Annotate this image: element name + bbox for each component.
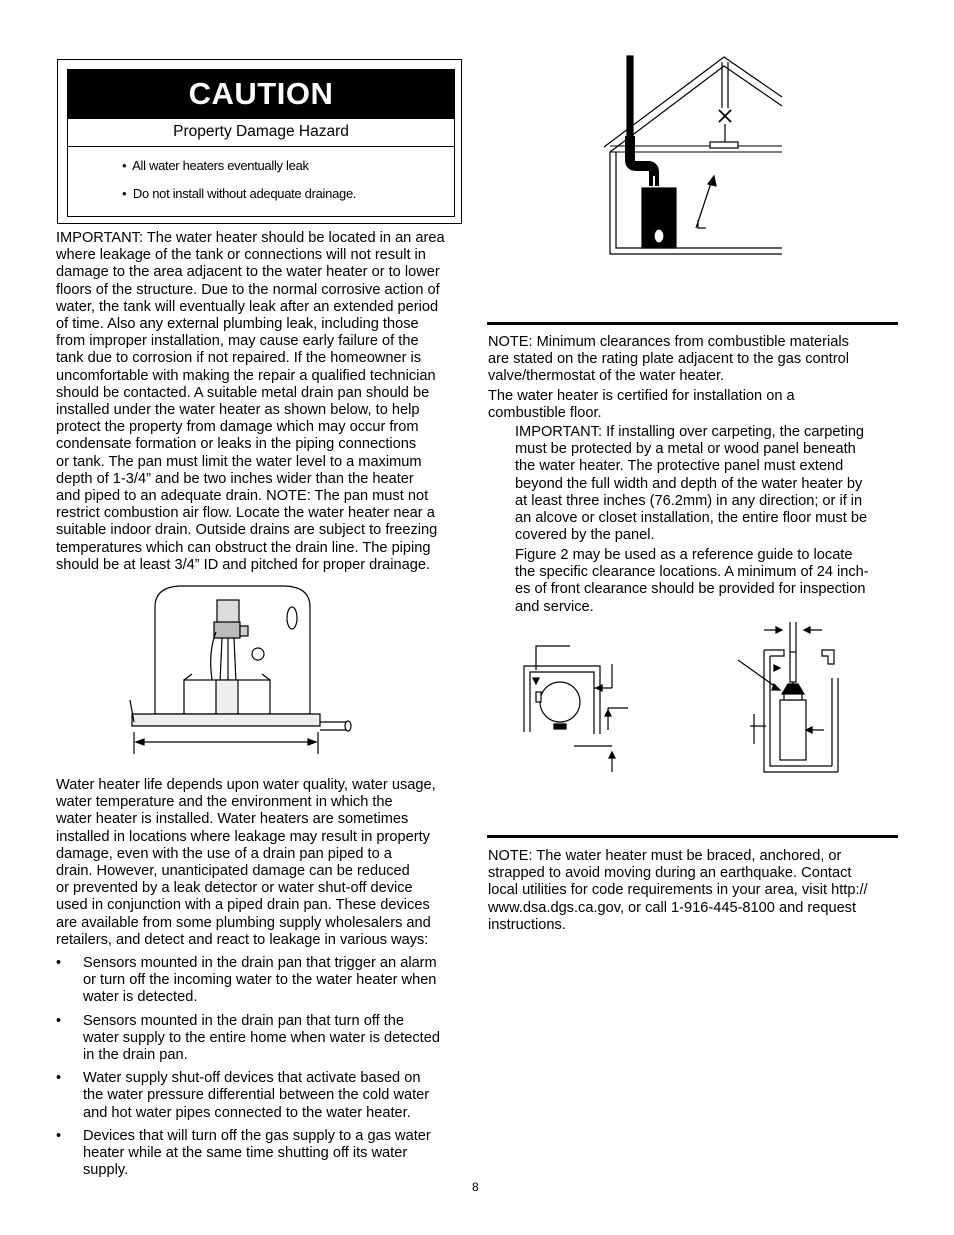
list-item: • Devices that will turn off the gas supply to a gas water heater while at the same time shutting off its water supply.: [56, 1127, 431, 1179]
list-item: • Sensors mounted in the drain pan that trigger an alarm or turn off the incoming water to the water heater when water is detected.: [56, 955, 437, 1006]
note-earthquake: NOTE: The water heater must be braced, anchored, or strapped to avoid moving during an earthquake. Contact local utilities for code requirements in your area, visit http:// www.dsa.dgs.ca.gov, or call 1-916-445-8100 and request instructions.: [488, 848, 868, 933]
house-vent-illustration: [604, 52, 786, 258]
drain-pan-illustration: [120, 582, 360, 757]
section-divider-1: [487, 322, 898, 325]
page-number: 8: [472, 1180, 479, 1194]
leak-device-list: [56, 955, 476, 1179]
water-heater-life-paragraph: Water heater life depends upon water quality, water usage, water temperature and the environment in which the water heater is installed. Water heaters are sometimes installed in locations where leakage may result in property damage, even with the use of a drain pan piped to a drain. However, unanticipated damage can be reduced or prevented by a leak detector or water shut-off device used in conjunction with a piped drain pan. These devices are available from some plumbing supply wholesalers and retailers, and detect and react to leakage in various ways:: [56, 777, 436, 948]
certified-paragraph: The water heater is certified for installation on a combustible floor.: [488, 388, 795, 422]
note-clearances: NOTE: Minimum clearances from combustible materials are stated on the rating plate adjacent to the gas control valve/thermostat of the water heater.: [488, 334, 850, 385]
caution-title: CAUTION: [67, 69, 455, 119]
list-item: • Water supply shut-off devices that activate based on the water pressure differential between the cold water and hot water pipes connected to the water heater.: [56, 1070, 430, 1121]
figure2-paragraph: Figure 2 may be used as a reference guide to locate the specific clearance locations. A minimum of 24 inch- es of front clearance should be provided for inspection and service.: [515, 547, 869, 615]
list-item: • Sensors mounted in the drain pan that turn off the water supply to the entire home when water is detected in the drain pan.: [56, 1012, 440, 1064]
caution-bullet-1: • All water heaters eventually leak: [122, 158, 309, 173]
important-carpeting-paragraph: IMPORTANT: If installing over carpeting, the carpeting must be protected by a metal or wood panel beneath the water heater. The protective panel must extend beyond the full width and depth of the water heater by at least three inches (76.2mm) in any direction; or if in an alcove or closet installation, the entire floor must be covered by the panel.: [515, 424, 868, 544]
caution-subtitle: Property Damage Hazard: [67, 119, 455, 147]
section-divider-2: [487, 835, 898, 838]
clearance-front-view-diagram: [738, 618, 844, 778]
clearance-top-view-diagram: [518, 640, 636, 776]
important-paragraph: IMPORTANT: The water heater should be located in an area where leakage of the tank or connections will not result in damage to the area adjacent to the water heater or to lower floors of the structure. Due to the normal corrosive action of water, the tank will eventually leak after an extended period of time. Also any external plumbing leak, including those from improper installation, may cause early failure of the tank due to corrosion if not repaired. If the homeowner is uncomfortable with making the repair a qualified technician should be contacted. A suitable metal drain pan should be installed under the water heater as shown below, to help protect the property from damage which may occur from condensate formation or leaks in the piping connections or tank. The pan must limit the water level to a maximum depth of 1-3/4” and be two inches wider than the heater and piped to an adequate drain. NOTE: The pan must not restrict combustion air flow. Locate the water heater near a suitable indoor drain. Outside drains are subject to freezing temperatures which can obstruct the drain line. The piping should be at least 3/4” ID and pitched for proper drainage.: [56, 230, 445, 573]
caution-bullet-2: • Do not install without adequate drainage.: [122, 186, 357, 201]
